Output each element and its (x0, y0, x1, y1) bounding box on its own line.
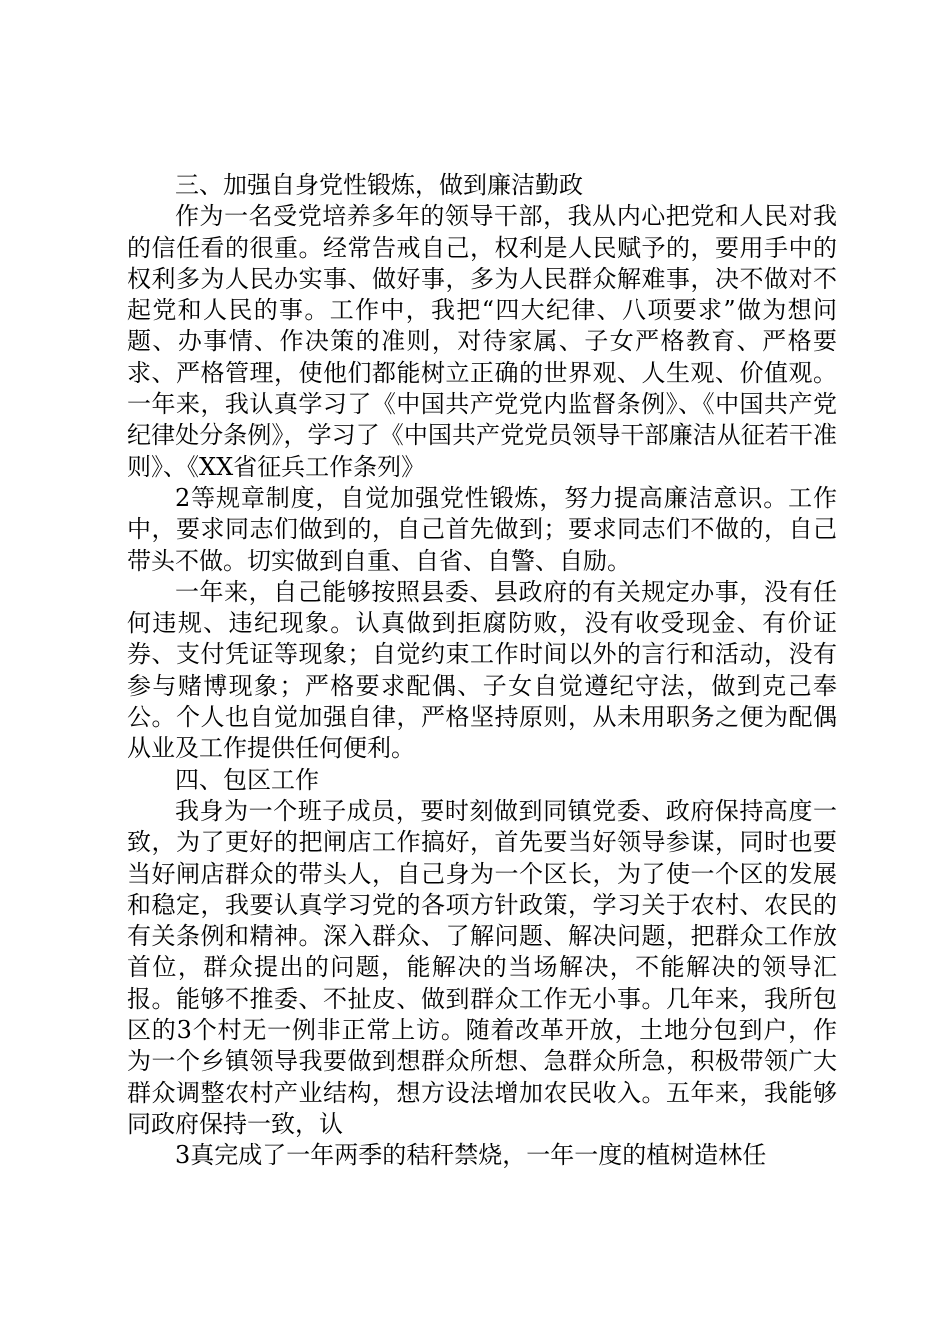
section-heading-4: 四、包区工作 (175, 765, 319, 794)
paragraph-self-discipline: 一年来，自己能够按照县委、县政府的有关规定办事，没有任何违规、违纪现象。认真做到拒腐防败，没有收受现金、有价证券、支付凭证等现象；自觉约束工作时间以外的言行和活动，没有参与赌博现象；严格要求配偶、子女自觉遵纪守法，做到克己奉公。个人也自觉加强自律，严格坚持原则，从未用职务之便为配偶从业及工作提供任何便利。 (127, 577, 837, 763)
paragraph-district-work: 我身为一个班子成员，要时刻做到同镇党委、政府保持高度一致，为了更好的把闸店工作搞好，首先要当好领导参谋，同时也要当好闸店群众的带头人，自己身为一个区长，为了使一个区的发展和稳定，我要认真学习党的各项方针政策，学习关于农村、农民的有关条例和精神。深入群众、了解问题、解决问题，把群众工作放首位，群众提出的问题，能解决的当场解决，不能解决的领导汇报。能够不推委、不扯皮、做到群众工作无小事。几年来，我所包区的3个村无一例非正常上访。随着改革开放，土地分包到户，作为一个乡镇领导我要做到想群众所想、急群众所急，积极带领广大群众调整农村产业结构，想方设法增加农民收入。五年来，我能够同政府保持一致，认 (127, 796, 837, 1138)
section-heading-3: 三、加强自身党性锻炼，做到廉洁勤政 (175, 171, 583, 199)
paragraph-continuation: 3真完成了一年两季的秸秆禁烧，一年一度的植树造林任 (175, 1141, 767, 1170)
document-body (127, 170, 837, 1172)
paragraph-regulations: 2等规章制度，自觉加强党性锻炼，努力提高廉洁意识。工作中，要求同志们做到的，自己首先做到；要求同志们不做的，自己带头不做。切实做到自重、自省、自警、自励。 (127, 483, 837, 575)
paragraph-party-discipline: 作为一名受党培养多年的领导干部，我从内心把党和人民对我的信任看的很重。经常告戒自己，权利是人民赋予的，要用手中的权利多为人民办实事、做好事，多为人民群众解难事，决不做对不起党和人民的事。工作中，我把“四大纪律、八项要求”做为想问题、办事情、作决策的准则，对待家属、子女严格教育、严格要求、严格管理，使他们都能树立正确的世界观、人生观、价值观。一年来，我认真学习了《中国共产党党内监督条例》、《中国共产党纪律处分条例》，学习了《中国共产党党员领导干部廉洁从征若干准则》、《XX省征兵工作条列》 (127, 202, 837, 481)
